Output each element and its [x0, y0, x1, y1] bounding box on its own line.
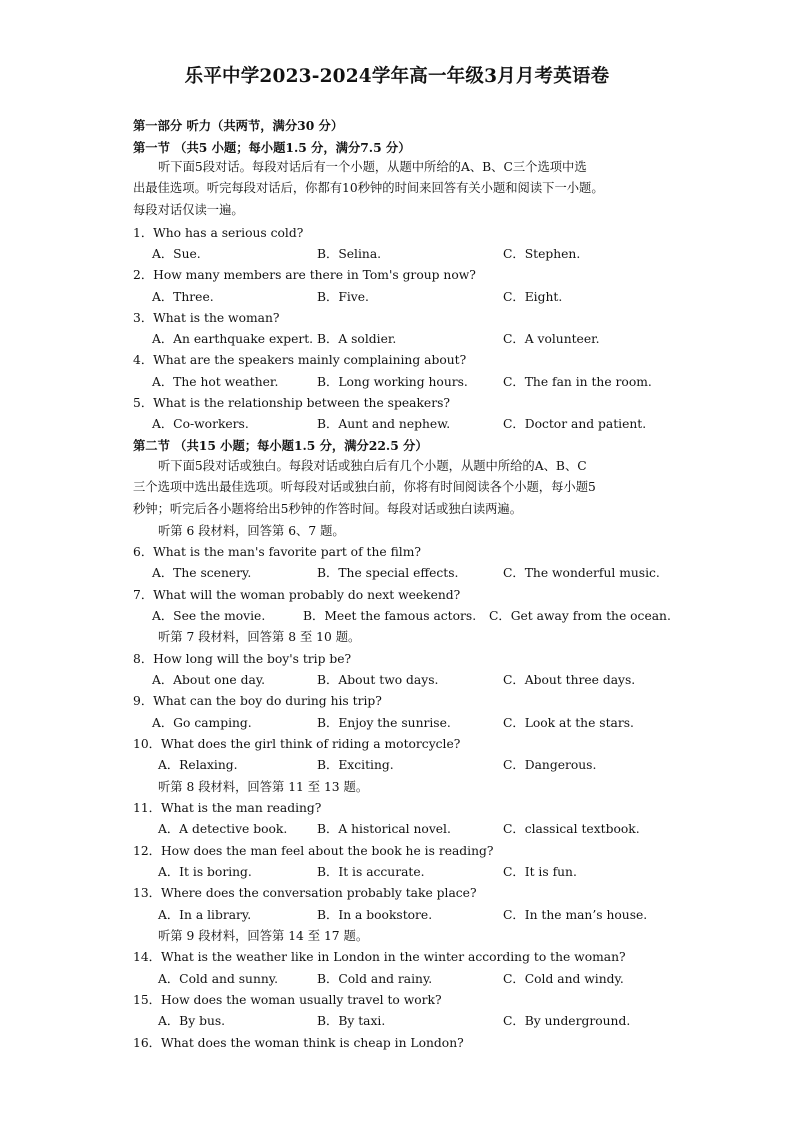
question-14: 14．What is the weather like in London in the winter according to the woman?	[133, 950, 626, 964]
q3-option-b: B．A soldier.	[317, 332, 397, 346]
q13-option-c: C．In the man’s house.	[503, 908, 648, 922]
question-15: 15．How does the woman usually travel to work?	[133, 993, 442, 1007]
q3-option-a: A．An earthquake expert.	[152, 332, 314, 346]
q6-option-c: C．The wonderful music.	[503, 566, 660, 580]
instruction-line: 秒钟；听完后各小题将给出5秒钟的作答时间。每段对话或独白读两遍。	[133, 501, 523, 516]
q8-option-c: C．About three days.	[503, 673, 636, 687]
question-5: 5．What is the relationship between the speakers?	[133, 396, 450, 410]
q4-option-c: C．The fan in the room.	[503, 375, 652, 389]
q11-option-c: C．classical textbook.	[503, 822, 640, 836]
q5-option-c: C．Doctor and patient.	[503, 417, 647, 431]
q13-option-a: A．In a library.	[158, 908, 252, 922]
q12-option-c: C．It is fun.	[503, 865, 577, 879]
q7-option-b: B．Meet the famous actors.	[303, 609, 477, 623]
q9-option-b: B．Enjoy the sunrise.	[317, 716, 451, 730]
question-8: 8．How long will the boy's trip be?	[133, 652, 352, 666]
question-11: 11．What is the man reading?	[133, 801, 322, 815]
question-16: 16．What does the woman think is cheap in London?	[133, 1036, 464, 1050]
q6-option-a: A．The scenery.	[152, 566, 252, 580]
q5-option-b: B．Aunt and nephew.	[317, 417, 451, 431]
q2-option-c: C．Eight.	[503, 290, 563, 304]
q6-option-b: B．The special effects.	[317, 566, 459, 580]
q1-option-b: B．Selina.	[317, 247, 382, 261]
q11-option-b: B．A historical novel.	[317, 822, 451, 836]
exam-title: 乐平中学2023-2024学年高一年级3月月考英语卷	[184, 66, 610, 87]
q10-option-b: B．Exciting.	[317, 758, 394, 772]
instruction-line: 三个选项中选出最佳选项。听每段对话或独白前，你将有时间阅读各个小题，每小题5	[133, 480, 596, 495]
q10-option-c: C．Dangerous.	[503, 758, 597, 772]
section2-heading: 第二节 （共15 小题；每小题1.5 分，满分22.5 分）	[133, 438, 428, 453]
question-10: 10．What does the girl think of riding a motorcycle?	[133, 737, 461, 751]
instruction-line: 听下面5段对话。每段对话后有一个小题，从题中所给的A、B、C三个选项中选	[158, 160, 587, 174]
q11-option-a: A．A detective book.	[158, 822, 288, 836]
q9-option-a: A．Go camping.	[152, 716, 252, 730]
q10-option-a: A．Relaxing.	[158, 758, 238, 772]
q8-option-b: B．About two days.	[317, 673, 439, 687]
q13-option-b: B．In a bookstore.	[317, 908, 433, 922]
q2-option-b: B．Five.	[317, 290, 369, 304]
q14-option-a: A．Cold and sunny.	[158, 972, 279, 986]
material-8-note: 听第 8 段材料，回答第 11 至 13 题。	[158, 780, 369, 794]
section1-heading: 第一节 （共5 小题；每小题1.5 分，满分7.5 分）	[133, 140, 411, 155]
q5-option-a: A．Co-workers.	[152, 417, 249, 431]
q3-option-c: C．A volunteer.	[503, 332, 600, 346]
question-1: 1．Who has a serious cold?	[133, 226, 304, 240]
question-13: 13．Where does the conversation probably take place?	[133, 886, 477, 900]
q1-option-c: C．Stephen.	[503, 247, 581, 261]
section2-instructions	[133, 456, 663, 520]
q14-option-c: C．Cold and windy.	[503, 972, 624, 986]
instruction-line: 出最佳选项。听完每段对话后，你都有10秒钟的时间来回答有关小题和阅读下一小题。	[133, 181, 604, 196]
q7-option-a: A．See the movie.	[152, 609, 266, 623]
q15-option-b: B．By taxi.	[317, 1014, 386, 1028]
q9-option-c: C．Look at the stars.	[503, 716, 634, 730]
question-2: 2．How many members are there in Tom's group now?	[133, 268, 476, 282]
q15-option-c: C．By underground.	[503, 1014, 631, 1028]
q8-option-a: A．About one day.	[152, 673, 266, 687]
instruction-line: 听下面5段对话或独白。每段对话或独白后有几个小题，从题中所给的A、B、C	[158, 459, 587, 473]
question-6: 6．What is the man's favorite part of the film?	[133, 545, 421, 559]
question-3: 3．What is the woman?	[133, 311, 280, 325]
question-7: 7．What will the woman probably do next weekend?	[133, 588, 461, 602]
material-7-note: 听第 7 段材料，回答第 8 至 10 题。	[158, 630, 361, 644]
q7-option-c: C．Get away from the ocean.	[489, 609, 671, 623]
q12-option-b: B．It is accurate.	[317, 865, 425, 879]
q4-option-b: B．Long working hours.	[317, 375, 468, 389]
question-12: 12．How does the man feel about the book he is reading?	[133, 844, 494, 858]
question-4: 4．What are the speakers mainly complaining about?	[133, 353, 467, 367]
q2-option-a: A．Three.	[152, 290, 214, 304]
section1-instructions	[133, 157, 663, 221]
material-6-note: 听第 6 段材料，回答第 6、7 题。	[158, 524, 345, 538]
question-9: 9．What can the boy do during his trip?	[133, 694, 382, 708]
q4-option-a: A．The hot weather.	[152, 375, 279, 389]
instruction-line: 每段对话仅读一遍。	[133, 202, 244, 217]
material-9-note: 听第 9 段材料，回答第 14 至 17 题。	[158, 929, 369, 943]
q14-option-b: B．Cold and rainy.	[317, 972, 433, 986]
q15-option-a: A．By bus.	[158, 1014, 226, 1028]
q12-option-a: A．It is boring.	[158, 865, 252, 879]
part1-heading: 第一部分 听力（共两节，满分30 分）	[133, 118, 344, 133]
q1-option-a: A．Sue.	[152, 247, 201, 261]
